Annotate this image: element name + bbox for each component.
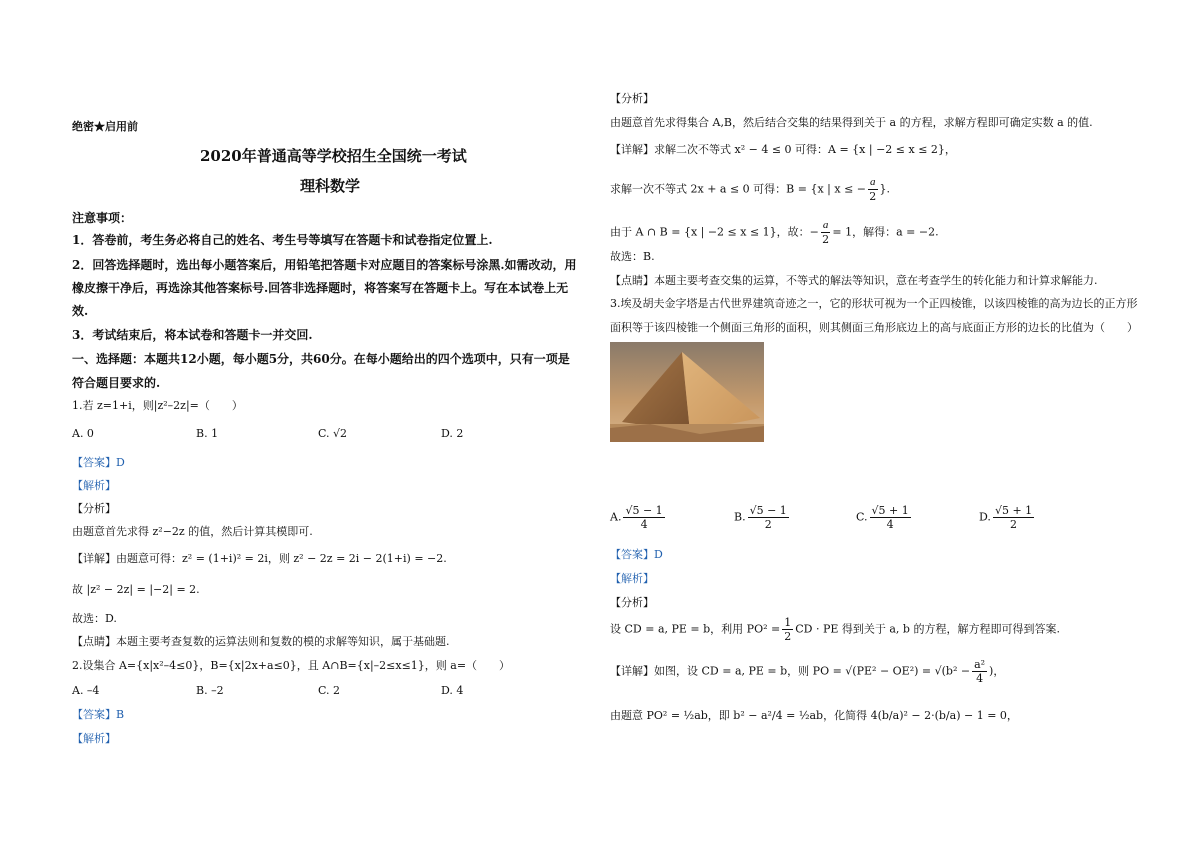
- q3-analysis: 设 CD = a, PE = b，利用 PO² = $\frac{1}{2}$ CD · PE 得到关于 a, b 的方程，解方程即可得到答案.: [610, 616, 1060, 643]
- q3-option-a: A. $\frac{√5 - 1}{4}$: [610, 504, 663, 531]
- exam-title: 2020年普通高等学校招生全国统一考试: [200, 147, 467, 165]
- q1-option-d: D. 2: [441, 427, 464, 440]
- q1-comment: 【点睛】本题主要考查复数的运算法则和复数的模的求解等知识，属于基础题.: [72, 635, 450, 648]
- q3-fenxi: 【分析】: [610, 596, 654, 609]
- q3-option-d: D. $\frac{√5 + 1}{2}$: [979, 504, 1033, 531]
- q3-answer: 【答案】D: [610, 548, 663, 561]
- q3-equation: 由题意 PO² = ½ab，即 b² − a²/4 = ½ab，化简得 4(b/a)² − 2·(b/a) − 1 = 0，: [610, 709, 1018, 722]
- q1-result: 故 |z² − 2z| = |−2| = 2.: [72, 583, 200, 596]
- q2-analysis: 由题意首先求得集合 A,B，然后结合交集的结果得到关于 a 的方程，求解方程即可确定实数 a 的值.: [610, 116, 1093, 129]
- q1-choice: 故选：D.: [72, 612, 117, 625]
- exam-subtitle: 理科数学: [300, 177, 361, 195]
- q3-detail: 【详解】如图，设 CD = a, PE = b，则 PO = √(PE² − OE²) = √(b² − $\frac{\text{a²}}{4}$ )，: [610, 658, 1005, 685]
- confidential-label: 绝密★启用前: [72, 120, 138, 133]
- question-1: 1.若 z=1+i，则|z²–2z|=（ ）: [72, 399, 243, 412]
- pyramid-photo: [610, 342, 764, 442]
- q2-comment: 【点睛】本题主要考查交集的运算，不等式的解法等知识，意在考查学生的转化能力和计算求解能力.: [610, 274, 1098, 287]
- q1-detail: 【详解】由题意可得：z² = (1+i)² = 2i，则 z² − 2z = 2i − 2(1+i) = −2.: [72, 552, 447, 565]
- notice-2-line-3: 效.: [72, 304, 89, 318]
- q3-option-b: B. $\frac{√5 - 1}{2}$: [734, 504, 787, 531]
- q2-choice: 故选：B.: [610, 250, 655, 263]
- q2-detail-3: 由于 A ∩ B = {x | −2 ≤ x ≤ 1}，故：− $\frac{a}{2}$ = 1，解得：a = −2.: [610, 219, 939, 246]
- notice-heading: 注意事项：: [72, 211, 133, 225]
- q1-analysis: 由题意首先求得 z²−2z 的值，然后计算其模即可.: [72, 525, 313, 538]
- question-3-line-1: 3.埃及胡夫金字塔是古代世界建筑奇迹之一，它的形状可视为一个正四棱锥，以该四棱锥的高为边长的正方形: [610, 297, 1138, 310]
- q1-fenxi: 【分析】: [72, 502, 116, 515]
- notice-2-line-1: 2．回答选择题时，选出每小题答案后，用铅笔把答题卡对应题目的答案标号涂黑.如需改动，用: [72, 258, 577, 272]
- notice-1: 1．答卷前，考生务必将自己的姓名、考生号等填写在答题卡和试卷指定位置上.: [72, 233, 493, 247]
- q2-jiexi: 【解析】: [72, 732, 116, 745]
- q2-detail-2: 求解一次不等式 2x + a ≤ 0 可得：B = {x | x ≤ − $\frac{a}{2}$ }.: [610, 176, 890, 203]
- notice-3: 3．考试结束后，将本试卷和答题卡一并交回.: [72, 328, 313, 342]
- notice-2-line-2: 橡皮擦干净后，再选涂其他答案标号.回答非选择题时，将答案写在答题卡上。写在本试卷上无: [72, 281, 569, 295]
- q2-option-c: C. 2: [318, 684, 341, 697]
- q1-answer: 【答案】D: [72, 456, 125, 469]
- q2-fenxi: 【分析】: [610, 92, 654, 105]
- section-1-line-1: 一、选择题：本题共12小题，每小题5分，共60分。在每小题给出的四个选项中，只有一项是: [72, 352, 570, 366]
- left-column: [72, 0, 592, 848]
- question-3-line-2: 面积等于该四棱锥一个侧面三角形的面积，则其侧面三角形底边上的高与底面正方形的边长的比值为（ ）: [610, 321, 1138, 334]
- q1-option-b: B. 1: [196, 427, 219, 440]
- q2-option-a: A. –4: [72, 684, 100, 697]
- q2-detail-1: 【详解】求解二次不等式 x² − 4 ≤ 0 可得：A = {x | −2 ≤ x ≤ 2}，: [610, 143, 956, 156]
- q1-jiexi: 【解析】: [72, 479, 116, 492]
- q3-option-c: C. $\frac{√5 + 1}{4}$: [856, 504, 909, 531]
- q2-option-b: B. –2: [196, 684, 224, 697]
- q3-jiexi: 【解析】: [610, 572, 654, 585]
- question-2: 2.设集合 A={x|x²–4≤0}，B={x|2x+a≤0}，且 A∩B={x|–2≤x≤1}，则 a=（ ）: [72, 659, 511, 672]
- q2-answer: 【答案】B: [72, 708, 125, 721]
- q3-options: [610, 504, 1150, 544]
- q1-option-c: C. √2: [318, 427, 348, 440]
- q1-option-a: A. 0: [72, 427, 94, 440]
- q2-option-d: D. 4: [441, 684, 464, 697]
- section-1-line-2: 符合题目要求的.: [72, 376, 161, 390]
